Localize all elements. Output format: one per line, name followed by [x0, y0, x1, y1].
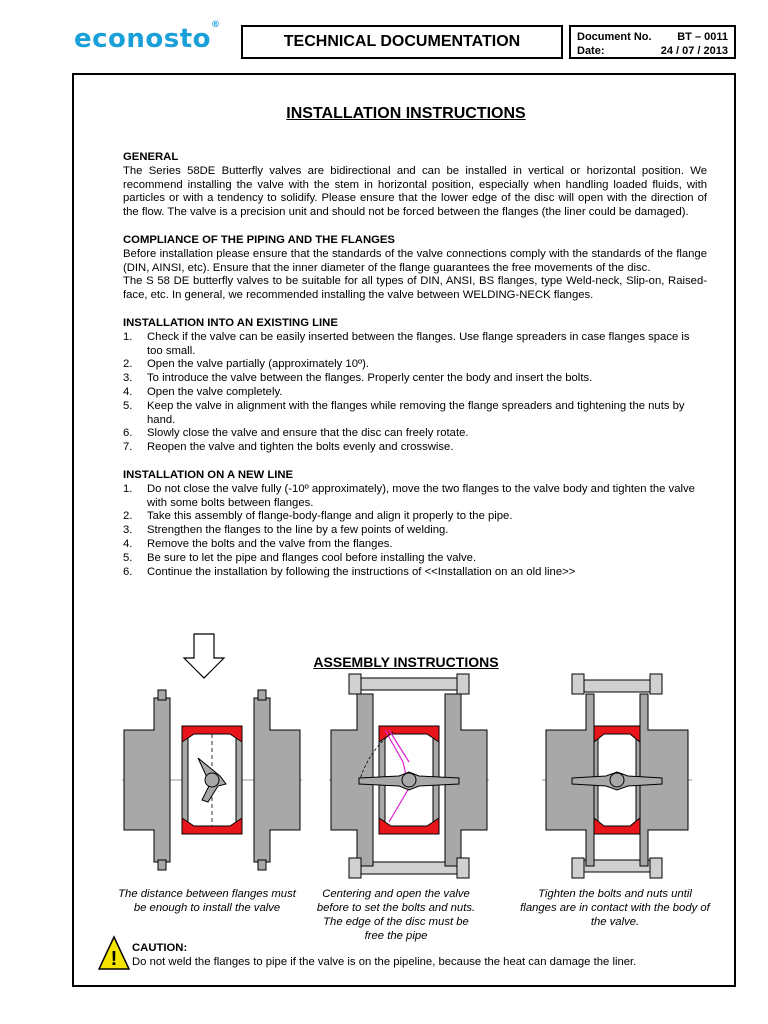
diagram-1-valve-insertion — [122, 630, 302, 882]
list-item: 5. Keep the valve in alignment with the flanges while removing the flange spreaders and tightening the nuts by hand. — [123, 399, 685, 426]
svg-text:!: ! — [110, 948, 118, 970]
compliance-text-1: Before installation please ensure that the standards of the valve connections comply with the standards of the flange (DIN, AINSI, etc). Ensure that the inner diameter of the flange guarantees the free movements of the disc. — [123, 247, 707, 274]
diagram-2-valve-centering — [329, 670, 489, 882]
header-title: TECHNICAL DOCUMENTATION — [241, 25, 563, 59]
general-heading: GENERAL — [123, 151, 179, 163]
list-item: 6. Continue the installation by following the instructions of <<Installation on an old line>> — [123, 565, 576, 578]
general-text: The Series 58DE Butterfly valves are bidirectional and can be installed in vertical or horizontal position. We recommend installing the valve with the stem in horizontal position, especially when handling loaded fluids, with particles or with a tendency to solidify. Please ensure that the lower edge of the disc will open with the direction of the flow. The valve is a precision unit and should not be forced between the flanges (the liner could be damaged). — [123, 164, 707, 219]
assembly-title: ASSEMBLY INSTRUCTIONS — [313, 654, 499, 670]
date-value: 24 / 07 / 2013 — [660, 45, 728, 57]
list-item: 3. Strengthen the flanges to the line by a few points of welding. — [123, 524, 449, 537]
document-frame — [72, 73, 736, 987]
existing-heading: INSTALLATION INTO AN EXISTING LINE — [123, 316, 338, 329]
doc-label: Document No. — [577, 31, 652, 43]
document-info — [569, 25, 736, 59]
list-item: 1. Do not close the valve fully (-10º approximately), move the two flanges to the valve body and tighten the valve with some bolts between flanges. — [123, 482, 695, 509]
list-item: 1. Check if the valve can be easily inserted between the flanges. Use flange spreaders in case flanges space is too small. — [123, 330, 690, 357]
list-item: 7. Reopen the valve and tighten the bolts evenly and crosswise. — [123, 441, 454, 454]
newline-heading: INSTALLATION ON A NEW LINE — [123, 468, 294, 481]
list-item: 5. Be sure to let the pipe and flanges cool before installing the valve. — [123, 551, 477, 564]
econosto-logo: econosto® — [74, 20, 221, 54]
section-existing-line — [123, 317, 707, 455]
caption-3: Tighten the bolts and nuts until flanges are in contact with the body of the valve. — [520, 888, 710, 928]
caution-title: CAUTION: — [132, 942, 188, 954]
compliance-heading: COMPLIANCE OF THE PIPING AND THE FLANGES — [123, 233, 395, 246]
list-item: 6. Slowly close the valve and ensure that the disc can freely rotate. — [123, 427, 469, 440]
list-item: 4. Open the valve completely. — [123, 385, 283, 398]
compliance-text-2: The S 58 DE butterfly valves to be suitable for all types of DIN, ANSI, BS flanges, type Weld-neck, Slip-on, Raised-face, etc. In general, we recommended installing the valve between WELDING-NECK flanges. — [123, 275, 707, 302]
doc-number: BT – 0011 — [677, 31, 728, 43]
instructions-content — [123, 151, 707, 593]
section-compliance — [123, 234, 707, 303]
diagram-3-valve-tightened — [542, 670, 692, 882]
page-title: INSTALLATION INSTRUCTIONS — [286, 105, 526, 122]
list-item: 2. Open the valve partially (approximately 10º). — [123, 358, 370, 371]
list-item: 2. Take this assembly of flange-body-flange and align it properly to the pipe. — [123, 510, 513, 523]
caption-1: The distance between flanges must be enough to install the valve — [118, 888, 296, 914]
list-item: 4. Remove the bolts and the valve from the flanges. — [123, 537, 393, 550]
caution-text: Do not weld the flanges to pipe if the valve is on the pipeline, because the heat can damage the liner. — [132, 956, 637, 968]
caution-note — [132, 941, 636, 969]
section-general — [123, 151, 707, 220]
warning-icon — [98, 935, 130, 971]
section-new-line — [123, 469, 707, 579]
date-label: Date: — [577, 45, 605, 57]
caption-2: Centering and open the valve before to set the bolts and nuts. The edge of the disc must be free the pipe — [316, 888, 476, 942]
list-item: 3. To introduce the valve between the flanges. Properly center the body and insert the bolts. — [123, 372, 593, 385]
